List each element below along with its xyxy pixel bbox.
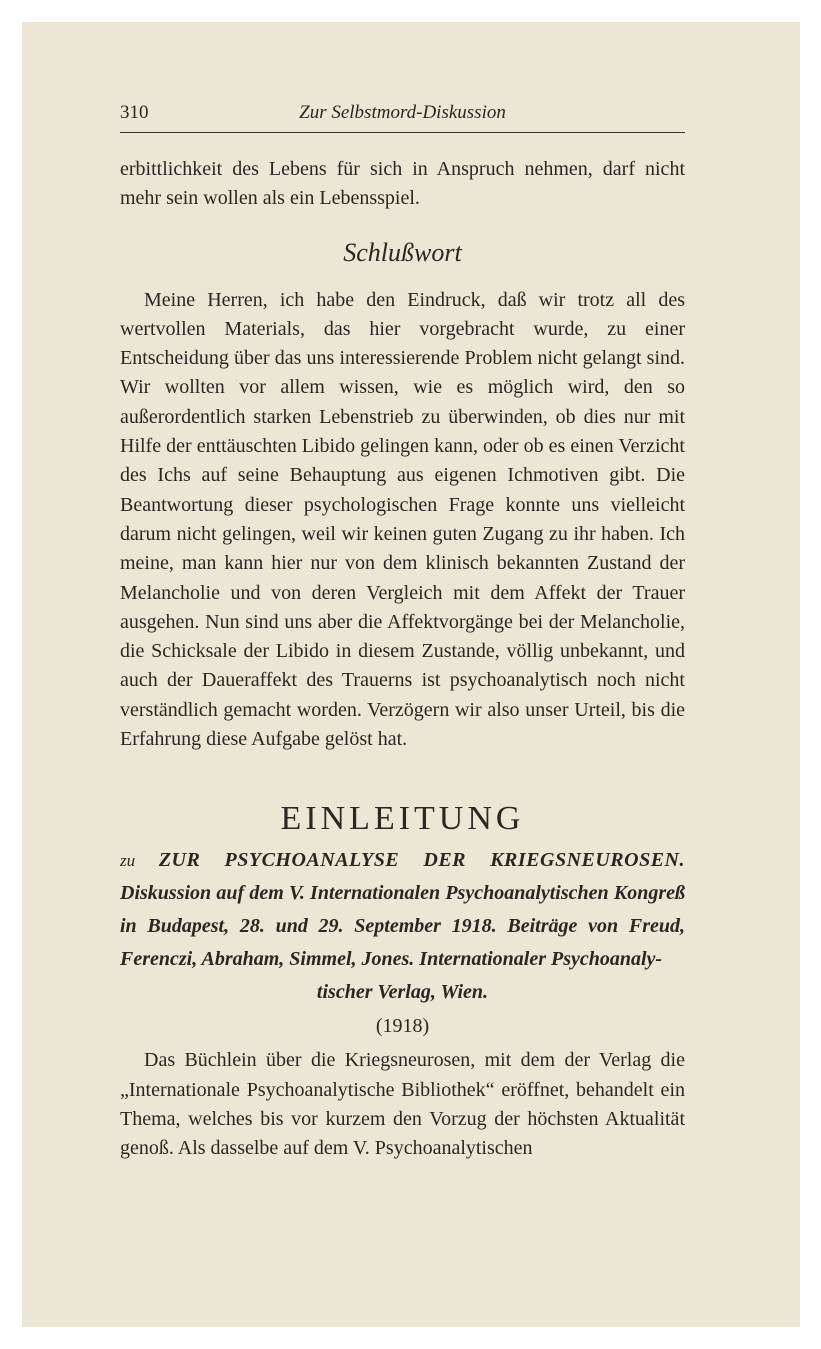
continuation-paragraph: erbittlichkeit des Lebens für sich in Anspruch nehmen, darf nicht mehr sein wollen als ein Lebensspiel.	[120, 158, 685, 210]
chapter-paragraph: Das Büchlein über die Kriegsneurosen, mit dem der Verlag die „Internationale Psychoanalytische Bibliothek“ eröffnet, behandelt ein Thema, welches bis vor kurzem den Vorzug der höchsten Aktualität genoß. Als dasselbe auf dem V. Psychoanalytischen	[120, 1049, 685, 1160]
subtitle-prefix: zu	[120, 851, 136, 871]
running-header	[120, 102, 685, 133]
book-page	[22, 22, 800, 1327]
chapter-year: (1918)	[375, 1015, 430, 1038]
chapter-subtitle	[120, 844, 685, 976]
subtitle-body: Diskussion auf dem V. Internationalen Psychoanalytischen Kongreß in Budapest, 28. und 29. September 1918. Beiträge von Freud, Ferenczi, Abraham, Simmel, Jones. Internationaler Psychoanaly-	[120, 882, 685, 971]
section-title: Schlußwort	[343, 237, 462, 267]
page-content	[120, 102, 685, 1164]
subtitle-book-title: ZUR PSYCHOANALYSE DER KRIEGSNEUROSEN.	[158, 849, 685, 872]
section-paragraph: Meine Herren, ich habe den Eindruck, daß wir trotz all des wertvollen Materials, das hier vorgebracht wurde, zu einer Entscheidung über das uns interessierende Problem nicht gelangt sind. Wir wollten vor allem wissen, wie es möglich wird, den so außerordentlich starken Lebenstrieb zu überwinden, ob dies nur mit Hilfe der enttäuschten Libido gelingen kann, oder ob es einen Verzicht des Ichs auf seine Behauptung aus eigenen Ichmotiven gibt. Die Beantwortung dieser psychologischen Frage konnte uns vielleicht darum nicht gelingen, weil wir keinen guten Zugang zu ihr haben. Ich meine, man kann hier nur von dem klinisch bekannten Zustand der Melancholie und von deren Vergleich mit dem Affekt der Trauer ausgehen. Nun sind uns aber die Affektvorgänge bei der Melancholie, die Schicksale der Libido in diesem Zustande, völlig unbekannt, und auch der Daueraffekt des Trauerns ist psychoanalytisch noch nicht verständlich gemacht worden. Verzögern wir also unser Urteil, bis die Erfahrung diese Aufgabe gelöst hat.	[120, 288, 685, 751]
chapter-title: EINLEITUNG	[280, 800, 525, 838]
subtitle-last-line: tischer Verlag, Wien.	[316, 981, 489, 1004]
page-number: 310	[120, 102, 149, 123]
running-title: Zur Selbstmord-Diskussion	[299, 102, 506, 123]
